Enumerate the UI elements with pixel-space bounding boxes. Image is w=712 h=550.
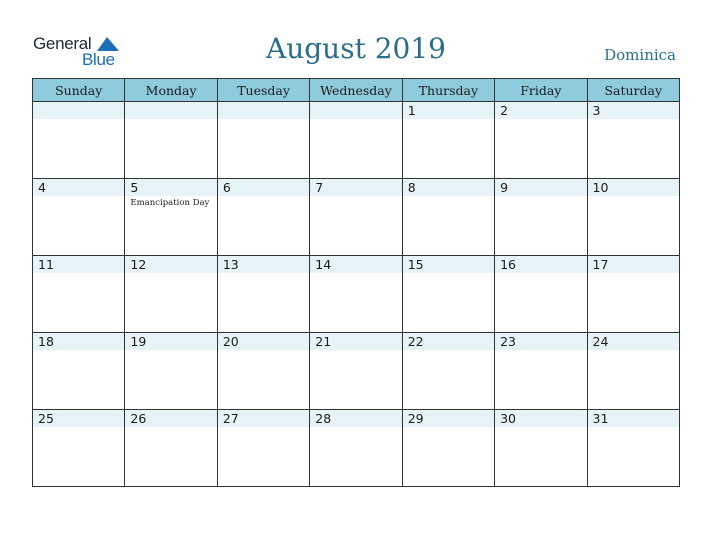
day-cell [33, 102, 125, 179]
day-cell [33, 410, 125, 487]
day-number: 26 [125, 410, 216, 427]
day-cell [402, 333, 494, 410]
day-number: 17 [588, 256, 679, 273]
weekday-wednesday: Wednesday [310, 79, 402, 102]
day-cell [587, 333, 679, 410]
day-cell [310, 102, 402, 179]
day-cell [495, 410, 587, 487]
country-label: Dominica [604, 46, 676, 64]
day-cell [310, 410, 402, 487]
day-number: 10 [588, 179, 679, 196]
weekday-sunday: Sunday [33, 79, 125, 102]
week-row [33, 256, 680, 333]
day-cell [310, 256, 402, 333]
day-cell [402, 179, 494, 256]
day-number [218, 102, 309, 119]
day-cell [33, 333, 125, 410]
day-cell [125, 102, 217, 179]
day-cell [217, 333, 309, 410]
day-number: 20 [218, 333, 309, 350]
day-number: 24 [588, 333, 679, 350]
day-cell [125, 410, 217, 487]
day-number: 2 [495, 102, 586, 119]
day-cell [587, 256, 679, 333]
day-number: 23 [495, 333, 586, 350]
day-cell [495, 256, 587, 333]
day-number: 16 [495, 256, 586, 273]
day-cell [33, 179, 125, 256]
day-cell [33, 256, 125, 333]
weekday-friday: Friday [495, 79, 587, 102]
weekday-saturday: Saturday [587, 79, 679, 102]
day-number: 19 [125, 333, 216, 350]
logo-text-blue: Blue [82, 50, 115, 69]
day-cell [587, 410, 679, 487]
day-number: 1 [403, 102, 494, 119]
day-number: 12 [125, 256, 216, 273]
day-number [310, 102, 401, 119]
weekday-monday: Monday [125, 79, 217, 102]
day-cell [587, 102, 679, 179]
day-cell [125, 256, 217, 333]
day-number [125, 102, 216, 119]
day-number: 30 [495, 410, 586, 427]
day-number: 11 [33, 256, 124, 273]
day-cell [217, 256, 309, 333]
day-cell [402, 102, 494, 179]
day-cell [125, 179, 217, 256]
day-number: 28 [310, 410, 401, 427]
week-row [33, 179, 680, 256]
day-cell [495, 179, 587, 256]
day-cell [310, 179, 402, 256]
day-number: 21 [310, 333, 401, 350]
day-cell [587, 179, 679, 256]
day-number: 13 [218, 256, 309, 273]
day-number: 9 [495, 179, 586, 196]
day-cell [217, 410, 309, 487]
day-number: 7 [310, 179, 401, 196]
day-number: 22 [403, 333, 494, 350]
day-number: 8 [403, 179, 494, 196]
calendar-grid [32, 78, 680, 487]
week-row [33, 410, 680, 487]
day-cell [125, 333, 217, 410]
logo-text-general: General [33, 34, 92, 53]
day-number: 29 [403, 410, 494, 427]
holiday-label: Emancipation Day [130, 198, 210, 208]
day-number: 25 [33, 410, 124, 427]
weekday-header-row [33, 79, 680, 102]
weekday-thursday: Thursday [402, 79, 494, 102]
day-cell [217, 179, 309, 256]
day-cell [217, 102, 309, 179]
day-number: 14 [310, 256, 401, 273]
day-number: 31 [588, 410, 679, 427]
day-number: 5 [125, 179, 216, 196]
day-number: 27 [218, 410, 309, 427]
week-row [33, 102, 680, 179]
day-number: 6 [218, 179, 309, 196]
weekday-tuesday: Tuesday [217, 79, 309, 102]
day-number: 4 [33, 179, 124, 196]
day-number: 18 [33, 333, 124, 350]
day-cell [495, 102, 587, 179]
calendar-title: August 2019 [266, 32, 446, 65]
day-number [33, 102, 124, 119]
week-row [33, 333, 680, 410]
day-number: 3 [588, 102, 679, 119]
day-cell [402, 410, 494, 487]
day-number: 15 [403, 256, 494, 273]
day-cell [495, 333, 587, 410]
day-cell [402, 256, 494, 333]
day-cell [310, 333, 402, 410]
